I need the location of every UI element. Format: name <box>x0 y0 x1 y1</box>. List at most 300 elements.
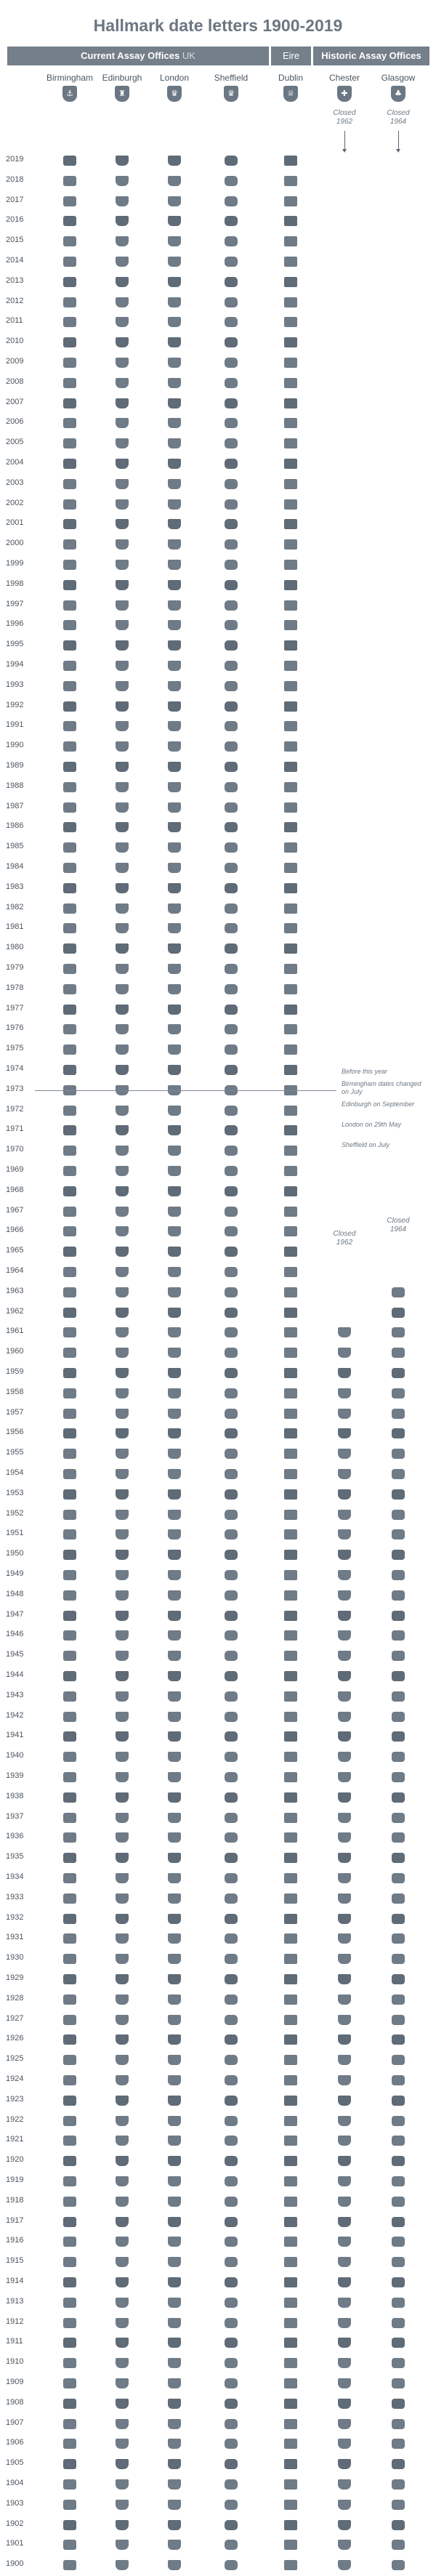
hallmark-dublin-1994-icon <box>284 661 297 671</box>
hallmark-chester-1916-icon <box>338 2237 351 2247</box>
column-header-edinburgh: Edinburgh <box>102 73 142 83</box>
year-label-2008: 2008 <box>6 377 24 386</box>
hallmark-glasgow-1950-icon <box>392 1550 405 1560</box>
year-label-1992: 1992 <box>6 700 24 709</box>
hallmark-edinburgh-1990-icon <box>116 741 129 752</box>
hallmark-edinburgh-1961-icon <box>116 1327 129 1337</box>
hallmark-glasgow-1918-icon <box>392 2197 405 2207</box>
hallmark-sheffield-2003-icon <box>225 479 238 489</box>
year-label-1904: 1904 <box>6 2479 24 2487</box>
hallmark-glasgow-1909-icon <box>392 2378 405 2388</box>
hallmark-chester-1949-icon <box>338 1570 351 1580</box>
hallmark-edinburgh-1963-icon <box>116 1287 129 1297</box>
hallmark-london-1979-icon <box>168 964 181 974</box>
hallmark-sheffield-1902-icon <box>225 2520 238 2530</box>
hallmark-edinburgh-1925-icon <box>116 2055 129 2065</box>
hallmark-london-2010-icon <box>168 337 181 347</box>
hallmark-dublin-1923-icon <box>284 2096 297 2106</box>
hallmark-london-1918-icon <box>168 2197 181 2207</box>
hallmark-birmingham-1943-icon <box>63 1691 76 1702</box>
hallmark-edinburgh-1968-icon <box>116 1186 129 1196</box>
hallmark-chester-1948-icon <box>338 1590 351 1601</box>
hallmark-birmingham-1963-icon <box>63 1287 76 1297</box>
hallmark-birmingham-1925-icon <box>63 2055 76 2065</box>
chart-title: Hallmark date letters 1900-2019 <box>93 16 343 35</box>
hallmark-birmingham-1916-icon <box>63 2237 76 2247</box>
hallmark-edinburgh-1947-icon <box>116 1611 129 1621</box>
year-label-1919: 1919 <box>6 2175 24 2184</box>
hallmark-london-1924-icon <box>168 2075 181 2085</box>
hallmark-edinburgh-1999-icon <box>116 560 129 570</box>
hallmark-sheffield-1914-icon <box>225 2277 238 2287</box>
hallmark-dublin-1943-icon <box>284 1691 297 1702</box>
hallmark-sheffield-1979-icon <box>225 964 238 974</box>
hallmark-edinburgh-1988-icon <box>116 782 129 792</box>
hallmark-edinburgh-1911-icon <box>116 2338 129 2348</box>
hallmark-glasgow-1930-icon <box>392 1954 405 1964</box>
hallmark-birmingham-2007-icon <box>63 398 76 408</box>
hallmark-birmingham-2017-icon <box>63 196 76 206</box>
hallmark-sheffield-1981-icon <box>225 923 238 933</box>
hallmark-dublin-1987-icon <box>284 802 297 813</box>
hallmark-edinburgh-1978-icon <box>116 984 129 994</box>
hallmark-sheffield-1943-icon <box>225 1691 238 1702</box>
hallmark-birmingham-1975-icon <box>63 1045 76 1055</box>
column-header-sheffield: Sheffield <box>214 73 249 83</box>
hallmark-sheffield-1917-icon <box>225 2217 238 2227</box>
hallmark-london-1971-icon <box>168 1125 181 1135</box>
hallmark-chester-1911-icon <box>338 2338 351 2348</box>
hallmark-edinburgh-1918-icon <box>116 2197 129 2207</box>
hallmark-edinburgh-1991-icon <box>116 721 129 731</box>
hallmark-dublin-1905-icon <box>284 2459 297 2469</box>
historic-offices-band <box>313 47 429 65</box>
hallmark-chester-1939-icon <box>338 1772 351 1782</box>
hallmark-glasgow-1943-icon <box>392 1691 405 1702</box>
hallmark-birmingham-1935-icon <box>63 1853 76 1863</box>
hallmark-edinburgh-1900-icon <box>116 2560 129 2570</box>
hallmark-dublin-1986-icon <box>284 822 297 832</box>
hallmark-chester-1924-icon <box>338 2075 351 2085</box>
hallmark-glasgow-1920-icon <box>392 2156 405 2166</box>
hallmark-sheffield-2008-icon <box>225 378 238 388</box>
hallmark-birmingham-1991-icon <box>63 721 76 731</box>
hallmark-dublin-1953-icon <box>284 1489 297 1500</box>
hallmark-london-1922-icon <box>168 2116 181 2126</box>
hallmark-chester-1918-icon <box>338 2197 351 2207</box>
hallmark-dublin-1995-icon <box>284 640 297 651</box>
hallmark-london-1983-icon <box>168 883 181 893</box>
hallmark-glasgow-1961-icon <box>392 1327 405 1337</box>
hallmark-london-1930-icon <box>168 1954 181 1964</box>
hallmark-edinburgh-2012-icon <box>116 297 129 307</box>
hallmark-chester-1909-icon <box>338 2378 351 2388</box>
hallmark-sheffield-1905-icon <box>225 2459 238 2469</box>
hallmark-chester-1951-icon <box>338 1529 351 1539</box>
hallmark-edinburgh-1962-icon <box>116 1308 129 1318</box>
hallmark-edinburgh-1984-icon <box>116 863 129 873</box>
hallmark-birmingham-2016-icon <box>63 216 76 226</box>
hallmark-london-2009-icon <box>168 358 181 368</box>
hallmark-glasgow-1958-icon <box>392 1388 405 1398</box>
year-label-1936: 1936 <box>6 1832 24 1841</box>
year-label-1918: 1918 <box>6 2195 24 2205</box>
year-label-1951: 1951 <box>6 1529 24 1538</box>
hallmark-chester-1910-icon <box>338 2358 351 2368</box>
year-label-1977: 1977 <box>6 1003 24 1013</box>
hallmark-glasgow-1901-icon <box>392 2540 405 2550</box>
hallmark-dublin-1950-icon <box>284 1550 297 1560</box>
hallmark-edinburgh-1950-icon <box>116 1550 129 1560</box>
year-label-1957: 1957 <box>6 1407 24 1417</box>
hallmark-birmingham-1918-icon <box>63 2197 76 2207</box>
hallmark-london-1919-icon <box>168 2176 181 2186</box>
hallmark-dublin-1983-icon <box>284 883 297 893</box>
hallmark-dublin-1946-icon <box>284 1630 297 1641</box>
hallmark-birmingham-1926-icon <box>63 2034 76 2045</box>
hallmark-london-1997-icon <box>168 600 181 611</box>
hallmark-sheffield-1909-icon <box>225 2378 238 2388</box>
hallmark-dublin-1904-icon <box>284 2479 297 2490</box>
hallmark-edinburgh-1922-icon <box>116 2116 129 2126</box>
hallmark-chester-1944-icon <box>338 1671 351 1681</box>
hallmark-sheffield-1947-icon <box>225 1611 238 1621</box>
hallmark-edinburgh-1914-icon <box>116 2277 129 2287</box>
hallmark-london-1964-icon <box>168 1267 181 1277</box>
hallmark-london-1995-icon <box>168 640 181 651</box>
hallmark-sheffield-1976-icon <box>225 1024 238 1034</box>
year-label-2018: 2018 <box>6 174 24 184</box>
hallmark-london-1961-icon <box>168 1327 181 1337</box>
hallmark-london-1928-icon <box>168 1995 181 2005</box>
hallmark-dublin-2007-icon <box>284 398 297 408</box>
hallmark-glasgow-1933-icon <box>392 1893 405 1904</box>
hallmark-birmingham-1931-icon <box>63 1933 76 1944</box>
hallmark-sheffield-1954-icon <box>225 1469 238 1479</box>
hallmark-edinburgh-1986-icon <box>116 822 129 832</box>
hallmark-edinburgh-1960-icon <box>116 1348 129 1358</box>
year-label-1943: 1943 <box>6 1690 24 1699</box>
hallmark-sheffield-2011-icon <box>225 317 238 327</box>
hallmark-london-1975-icon <box>168 1045 181 1055</box>
year-label-2000: 2000 <box>6 539 24 548</box>
glasgow-crest-icon: ♣ <box>391 86 405 102</box>
hallmark-chester-1915-icon <box>338 2257 351 2267</box>
hallmark-birmingham-1919-icon <box>63 2176 76 2186</box>
hallmark-dublin-2001-icon <box>284 519 297 529</box>
hallmark-glasgow-1912-icon <box>392 2318 405 2328</box>
hallmark-sheffield-1944-icon <box>225 1671 238 1681</box>
year-label-1987: 1987 <box>6 801 24 810</box>
hallmark-birmingham-1940-icon <box>63 1752 76 1762</box>
current-offices-band <box>7 47 269 65</box>
hallmark-london-1968-icon <box>168 1186 181 1196</box>
hallmark-chester-1900-icon <box>338 2560 351 2570</box>
year-label-2004: 2004 <box>6 458 24 467</box>
hallmark-chester-1930-icon <box>338 1954 351 1964</box>
hallmark-glasgow-1952-icon <box>392 1510 405 1520</box>
hallmark-sheffield-1934-icon <box>225 1873 238 1883</box>
hallmark-london-1951-icon <box>168 1529 181 1539</box>
hallmark-chester-1954-icon <box>338 1469 351 1479</box>
hallmark-edinburgh-1975-icon <box>116 1045 129 1055</box>
hallmark-edinburgh-1977-icon <box>116 1005 129 1015</box>
year-label-1917: 1917 <box>6 2215 24 2225</box>
hallmark-glasgow-1944-icon <box>392 1671 405 1681</box>
year-label-1978: 1978 <box>6 983 24 992</box>
hallmark-sheffield-2005-icon <box>225 438 238 448</box>
hallmark-edinburgh-2011-icon <box>116 317 129 327</box>
hallmark-birmingham-1977-icon <box>63 1005 76 1015</box>
hallmark-edinburgh-1982-icon <box>116 903 129 914</box>
hallmark-sheffield-1966-icon <box>225 1226 238 1236</box>
hallmark-sheffield-2015-icon <box>225 236 238 246</box>
hallmark-birmingham-1927-icon <box>63 2015 76 2025</box>
year-label-1981: 1981 <box>6 922 24 932</box>
hallmark-sheffield-1951-icon <box>225 1529 238 1539</box>
hallmark-birmingham-1920-icon <box>63 2156 76 2166</box>
hallmark-birmingham-1996-icon <box>63 620 76 630</box>
hallmark-london-1946-icon <box>168 1630 181 1641</box>
hallmark-sheffield-2017-icon <box>225 196 238 206</box>
hallmark-dublin-1999-icon <box>284 560 297 570</box>
hallmark-london-1950-icon <box>168 1550 181 1560</box>
year-label-1906: 1906 <box>6 2438 24 2447</box>
hallmark-glasgow-1911-icon <box>392 2338 405 2348</box>
hallmark-london-1939-icon <box>168 1772 181 1782</box>
hallmark-birmingham-1906-icon <box>63 2439 76 2449</box>
hallmark-sheffield-1900-icon <box>225 2560 238 2570</box>
hallmark-edinburgh-2017-icon <box>116 196 129 206</box>
hallmark-dublin-1934-icon <box>284 1873 297 1883</box>
hallmark-edinburgh-1910-icon <box>116 2358 129 2368</box>
year-label-1937: 1937 <box>6 1811 24 1821</box>
hallmark-dublin-1930-icon <box>284 1954 297 1964</box>
hallmark-dublin-1982-icon <box>284 903 297 914</box>
hallmark-sheffield-1923-icon <box>225 2096 238 2106</box>
hallmark-sheffield-1906-icon <box>225 2439 238 2449</box>
hallmark-birmingham-1911-icon <box>63 2338 76 2348</box>
hallmark-birmingham-1932-icon <box>63 1914 76 1924</box>
hallmark-edinburgh-1980-icon <box>116 943 129 954</box>
hallmark-london-2017-icon <box>168 196 181 206</box>
hallmark-sheffield-1920-icon <box>225 2156 238 2166</box>
hallmark-glasgow-1945-icon <box>392 1651 405 1661</box>
hallmark-chester-1917-icon <box>338 2217 351 2227</box>
hallmark-glasgow-1936-icon <box>392 1832 405 1843</box>
year-label-1970: 1970 <box>6 1145 24 1154</box>
hallmark-birmingham-2002-icon <box>63 499 76 510</box>
hallmark-edinburgh-1924-icon <box>116 2075 129 2085</box>
hallmark-sheffield-1998-icon <box>225 580 238 590</box>
year-label-2006: 2006 <box>6 417 24 427</box>
hallmark-glasgow-1931-icon <box>392 1933 405 1944</box>
year-label-1962: 1962 <box>6 1306 24 1316</box>
hallmark-birmingham-1901-icon <box>63 2540 76 2550</box>
hallmark-birmingham-1905-icon <box>63 2459 76 2469</box>
year-label-2002: 2002 <box>6 498 24 507</box>
hallmark-sheffield-1941-icon <box>225 1731 238 1742</box>
year-label-1991: 1991 <box>6 720 24 730</box>
hallmark-birmingham-2013-icon <box>63 277 76 287</box>
hallmark-dublin-1914-icon <box>284 2277 297 2287</box>
hallmark-edinburgh-1901-icon <box>116 2540 129 2550</box>
edinburgh-crest-icon: ♜ <box>115 86 129 102</box>
hallmark-london-1963-icon <box>168 1287 181 1297</box>
hallmark-birmingham-1917-icon <box>63 2217 76 2227</box>
hallmark-sheffield-1913-icon <box>225 2298 238 2308</box>
hallmark-glasgow-1953-icon <box>392 1489 405 1500</box>
hallmark-chester-1956-icon <box>338 1428 351 1438</box>
year-label-1932: 1932 <box>6 1912 24 1922</box>
hallmark-chester-1919-icon <box>338 2176 351 2186</box>
hallmark-london-1958-icon <box>168 1388 181 1398</box>
hallmark-edinburgh-1946-icon <box>116 1630 129 1641</box>
hallmark-sheffield-1955-icon <box>225 1449 238 1459</box>
hallmark-london-1934-icon <box>168 1873 181 1883</box>
year-label-1984: 1984 <box>6 862 24 871</box>
hallmark-dublin-1975-icon <box>284 1045 297 1055</box>
hallmark-sheffield-2007-icon <box>225 398 238 408</box>
chester-closed-note: Closed 1962 <box>333 109 356 126</box>
hallmark-london-1999-icon <box>168 560 181 570</box>
hallmark-edinburgh-1921-icon <box>116 2136 129 2146</box>
hallmark-london-1905-icon <box>168 2459 181 2469</box>
hallmark-edinburgh-1939-icon <box>116 1772 129 1782</box>
year-label-1952: 1952 <box>6 1508 24 1518</box>
year-label-1963: 1963 <box>6 1286 24 1295</box>
hallmark-edinburgh-1915-icon <box>116 2257 129 2267</box>
year-label-1909: 1909 <box>6 2378 24 2386</box>
hallmark-birmingham-2010-icon <box>63 337 76 347</box>
hallmark-edinburgh-1994-icon <box>116 661 129 671</box>
year-label-1946: 1946 <box>6 1630 24 1639</box>
hallmark-dublin-1965-icon <box>284 1247 297 1257</box>
year-label-1976: 1976 <box>6 1023 24 1033</box>
hallmark-sheffield-2001-icon <box>225 519 238 529</box>
hallmark-edinburgh-1916-icon <box>116 2237 129 2247</box>
hallmark-dublin-1969-icon <box>284 1166 297 1176</box>
hallmark-sheffield-1959-icon <box>225 1368 238 1378</box>
hallmark-glasgow-1914-icon <box>392 2277 405 2287</box>
hallmark-dublin-1913-icon <box>284 2298 297 2308</box>
hallmark-sheffield-1972-icon <box>225 1106 238 1116</box>
hallmark-sheffield-1969-icon <box>225 1166 238 1176</box>
hallmark-glasgow-1962-icon <box>392 1308 405 1318</box>
hallmark-london-2002-icon <box>168 499 181 510</box>
hallmark-london-1959-icon <box>168 1368 181 1378</box>
year-label-1927: 1927 <box>6 2013 24 2023</box>
year-label-1967: 1967 <box>6 1205 24 1215</box>
hallmark-edinburgh-2004-icon <box>116 459 129 469</box>
hallmark-edinburgh-1917-icon <box>116 2217 129 2227</box>
hallmark-edinburgh-1949-icon <box>116 1570 129 1580</box>
hallmark-london-1938-icon <box>168 1792 181 1803</box>
hallmark-birmingham-2012-icon <box>63 297 76 307</box>
year-label-2003: 2003 <box>6 478 24 487</box>
hallmark-dublin-1952-icon <box>284 1510 297 1520</box>
hallmark-birmingham-1992-icon <box>63 701 76 712</box>
year-label-1900: 1900 <box>6 2559 24 2569</box>
hallmark-sheffield-1974-icon <box>225 1065 238 1075</box>
sheffield-crest-icon: ♛ <box>224 86 238 102</box>
hallmark-birmingham-1974-icon <box>63 1065 76 1075</box>
hallmark-sheffield-1925-icon <box>225 2055 238 2065</box>
hallmark-birmingham-1944-icon <box>63 1671 76 1681</box>
hallmark-sheffield-1985-icon <box>225 842 238 853</box>
hallmark-chester-1921-icon <box>338 2136 351 2146</box>
year-label-1996: 1996 <box>6 619 24 629</box>
hallmark-sheffield-1933-icon <box>225 1893 238 1904</box>
hallmark-london-1955-icon <box>168 1449 181 1459</box>
hallmark-birmingham-1962-icon <box>63 1308 76 1318</box>
hallmark-edinburgh-2005-icon <box>116 438 129 448</box>
hallmark-edinburgh-1987-icon <box>116 802 129 813</box>
hallmark-sheffield-1946-icon <box>225 1630 238 1641</box>
hallmark-birmingham-2008-icon <box>63 378 76 388</box>
hallmark-birmingham-2004-icon <box>63 459 76 469</box>
hallmark-edinburgh-2013-icon <box>116 277 129 287</box>
year-label-1985: 1985 <box>6 842 24 851</box>
hallmark-chester-1912-icon <box>338 2318 351 2328</box>
year-label-1983: 1983 <box>6 882 24 891</box>
hallmark-chester-1946-icon <box>338 1630 351 1641</box>
hallmark-chester-1955-icon <box>338 1449 351 1459</box>
hallmark-dublin-1919-icon <box>284 2176 297 2186</box>
hallmark-sheffield-1986-icon <box>225 822 238 832</box>
column-header-birmingham: Birmingham <box>46 73 94 83</box>
hallmark-dublin-1956-icon <box>284 1428 297 1438</box>
hallmark-birmingham-2014-icon <box>63 257 76 267</box>
hallmark-sheffield-1997-icon <box>225 600 238 611</box>
hallmark-birmingham-1954-icon <box>63 1469 76 1479</box>
hallmark-glasgow-1937-icon <box>392 1813 405 1823</box>
year-label-1902: 1902 <box>6 2519 24 2528</box>
hallmark-sheffield-1907-icon <box>225 2419 238 2429</box>
hallmark-london-1981-icon <box>168 923 181 933</box>
hallmark-london-1962-icon <box>168 1308 181 1318</box>
date-change-marker <box>35 1090 336 1091</box>
hallmark-birmingham-1999-icon <box>63 560 76 570</box>
hallmark-edinburgh-1997-icon <box>116 600 129 611</box>
hallmark-chester-1913-icon <box>338 2298 351 2308</box>
hallmark-london-1935-icon <box>168 1853 181 1863</box>
hallmark-edinburgh-1953-icon <box>116 1489 129 1500</box>
hallmark-dublin-1966-icon <box>284 1226 297 1236</box>
hallmark-london-2018-icon <box>168 176 181 186</box>
hallmark-chester-1907-icon <box>338 2419 351 2429</box>
hallmark-edinburgh-1934-icon <box>116 1873 129 1883</box>
hallmark-birmingham-1922-icon <box>63 2116 76 2126</box>
hallmark-london-1901-icon <box>168 2540 181 2550</box>
hallmark-edinburgh-1958-icon <box>116 1388 129 1398</box>
hallmark-london-1980-icon <box>168 943 181 954</box>
year-label-1995: 1995 <box>6 640 24 649</box>
hallmark-sheffield-2019-icon <box>225 156 238 166</box>
hallmark-chester-1933-icon <box>338 1893 351 1904</box>
hallmark-sheffield-1993-icon <box>225 681 238 691</box>
year-label-2011: 2011 <box>6 316 23 326</box>
hallmark-london-1982-icon <box>168 903 181 914</box>
hallmark-london-1903-icon <box>168 2500 181 2510</box>
hallmark-london-1941-icon <box>168 1731 181 1742</box>
year-label-1935: 1935 <box>6 1852 24 1861</box>
hallmark-birmingham-1929-icon <box>63 1974 76 1984</box>
hallmark-sheffield-1983-icon <box>225 883 238 893</box>
column-header-dublin: Dublin <box>278 73 304 83</box>
hallmark-dublin-1927-icon <box>284 2015 297 2025</box>
hallmark-sheffield-1910-icon <box>225 2358 238 2368</box>
